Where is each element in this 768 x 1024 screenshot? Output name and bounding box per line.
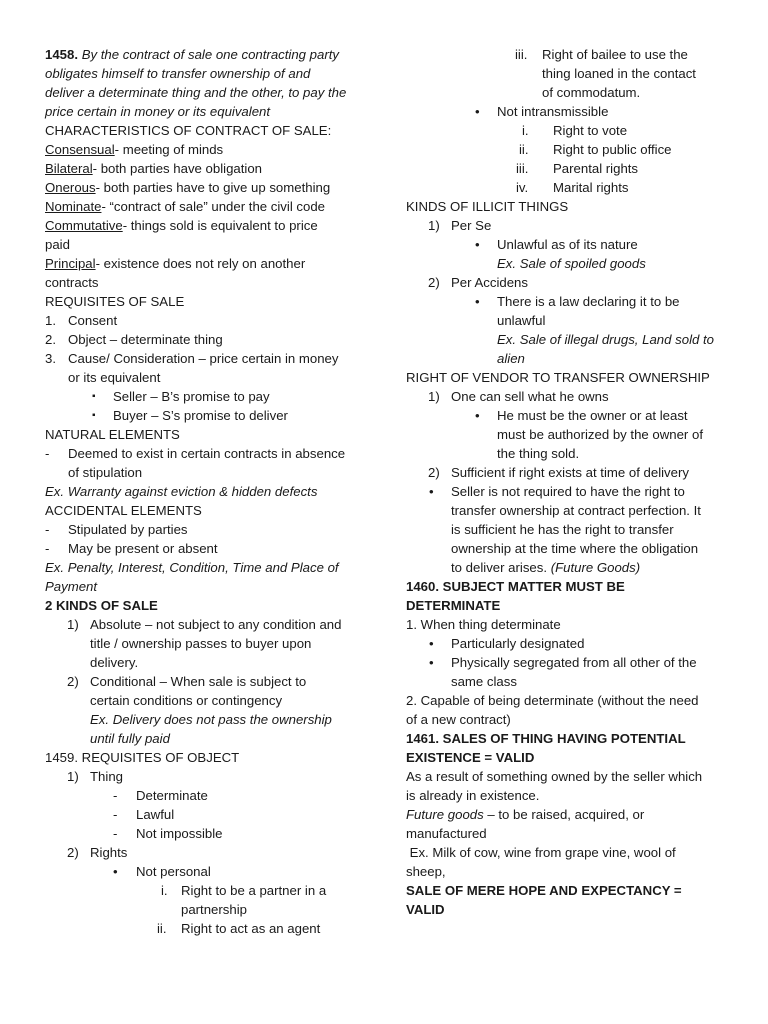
sub-list-item <box>45 786 363 805</box>
list-text: Not intransmissible <box>497 104 609 119</box>
list-text: Parental rights <box>553 161 639 176</box>
list-text-continued: must be authorized by the owner of <box>497 427 703 442</box>
sub-list-item <box>406 102 726 121</box>
dash-marker: - <box>113 807 118 822</box>
list-text: Right to act as an agent <box>181 921 321 936</box>
dash-marker: - <box>45 522 50 537</box>
section-heading: SALE OF MERE HOPE AND EXPECTANCY = <box>406 883 682 898</box>
list-marker: ii. <box>157 921 167 936</box>
definition-continued: contracts <box>45 275 99 290</box>
section-heading: 1460. SUBJECT MATTER MUST BE <box>406 579 625 594</box>
roman-list-item <box>45 881 363 900</box>
list-item <box>45 520 363 539</box>
sub-list-item <box>406 634 726 653</box>
list-item <box>406 216 726 235</box>
definition: – to be raised, acquired, or <box>483 807 645 822</box>
list-text: Right to be a partner in a <box>181 883 327 898</box>
article-1458-line <box>45 45 363 64</box>
section-heading: 1461. SALES OF THING HAVING POTENTIAL <box>406 731 686 746</box>
list-text: Rights <box>90 845 128 860</box>
sub-list-item <box>406 292 726 311</box>
dash-marker: - <box>45 541 50 556</box>
square-bullet-icon: ▪ <box>92 410 96 421</box>
list-text: Object – determinate thing <box>68 332 223 347</box>
bullet-icon: • <box>429 655 434 670</box>
section-heading: ACCIDENTAL ELEMENTS <box>45 503 202 518</box>
definition: - both parties have obligation <box>92 161 263 176</box>
list-text: Lawful <box>136 807 175 822</box>
section-heading: VALID <box>406 902 445 917</box>
section-heading: EXISTENCE = VALID <box>406 750 535 765</box>
list-text-continued: certain conditions or contingency <box>90 693 283 708</box>
list-item <box>45 311 363 330</box>
list-marker: iii. <box>516 161 529 176</box>
section-heading: NATURAL ELEMENTS <box>45 427 180 442</box>
list-item <box>45 349 363 368</box>
list-marker: i. <box>161 883 168 898</box>
paragraph-line: As a result of something owned by the seller which <box>406 769 703 784</box>
roman-list-item <box>406 159 726 178</box>
bullet-icon: • <box>429 636 434 651</box>
example-text: alien <box>497 351 525 366</box>
sub-list-item <box>406 406 726 425</box>
list-text: Right to public office <box>553 142 672 157</box>
right-column <box>406 45 726 919</box>
bullet-icon: • <box>475 294 480 309</box>
characteristic-item <box>45 254 363 273</box>
section-heading <box>45 596 363 615</box>
list-text-continued: of stipulation <box>68 465 143 480</box>
list-text-continued: ownership at the time where the obligation <box>451 541 699 556</box>
list-text: Thing <box>90 769 123 784</box>
list-text: Absolute – not subject to any condition and <box>90 617 342 632</box>
article-text: price certain in money or its equivalent <box>45 104 271 119</box>
list-marker: 2. <box>45 332 56 347</box>
bullet-icon: • <box>113 864 118 879</box>
list-text-continued: delivery. <box>90 655 139 670</box>
list-marker: 3. <box>45 351 56 366</box>
list-text: May be present or absent <box>68 541 218 556</box>
list-marker: ii. <box>519 142 529 157</box>
parenthetical: (Future Goods) <box>550 560 641 575</box>
definition: - “contract of sale” under the civil code <box>101 199 326 214</box>
roman-list-item <box>45 919 363 938</box>
defined-term: Future goods <box>406 807 484 822</box>
list-text: Seller – B’s promise to pay <box>113 389 270 404</box>
list-text: Buyer – S’s promise to deliver <box>113 408 288 423</box>
list-text: Conditional – When sale is subject to <box>90 674 307 689</box>
list-text: Consent <box>68 313 118 328</box>
characteristic-item <box>45 216 363 235</box>
list-text: Unlawful as of its nature <box>497 237 638 252</box>
sub-list-item <box>45 406 363 425</box>
list-text: Not impossible <box>136 826 223 841</box>
term: Bilateral <box>45 161 93 176</box>
section-heading: REQUISITES OF SALE <box>45 294 185 309</box>
bullet-icon: • <box>475 408 480 423</box>
section-heading: CHARACTERISTICS OF CONTRACT OF SALE: <box>45 123 332 138</box>
list-marker: iv. <box>516 180 529 195</box>
list-item <box>45 444 363 463</box>
list-marker: iii. <box>515 47 528 62</box>
list-text: Per Accidens <box>451 275 528 290</box>
list-marker: 1) <box>67 617 79 632</box>
article-number: 1458. <box>45 47 79 62</box>
definition: - things sold is equivalent to price <box>122 218 318 233</box>
left-column <box>45 45 363 938</box>
bullet-icon: • <box>475 104 480 119</box>
list-text-continued: unlawful <box>497 313 546 328</box>
dash-marker: - <box>113 826 118 841</box>
list-text: Right to vote <box>553 123 628 138</box>
list-text-continued: title / ownership passes to buyer upon <box>90 636 312 651</box>
section-heading: RIGHT OF VENDOR TO TRANSFER OWNERSHIP <box>406 370 710 385</box>
list-text-continued <box>406 558 726 577</box>
list-text: to deliver arises. <box>451 560 548 575</box>
example-text: Ex. Milk of cow, wine from grape vine, wool of <box>406 845 676 860</box>
list-text: One can sell what he owns <box>451 389 609 404</box>
list-text: Particularly designated <box>451 636 585 651</box>
list-marker: 1) <box>67 769 79 784</box>
paragraph-line <box>406 805 726 824</box>
list-item <box>45 615 363 634</box>
term: Principal <box>45 256 96 271</box>
roman-list-item <box>406 178 726 197</box>
list-item <box>406 387 726 406</box>
roman-list-item <box>406 121 726 140</box>
list-item <box>406 482 726 501</box>
roman-list-item <box>406 140 726 159</box>
list-text: Sufficient if right exists at time of delivery <box>451 465 689 480</box>
sub-list-item <box>45 805 363 824</box>
example-text: Ex. Sale of illegal drugs, Land sold to <box>497 332 714 347</box>
example-text: until fully paid <box>90 731 170 746</box>
list-text: Deemed to exist in certain contracts in absence <box>68 446 346 461</box>
article-text: By the contract of sale one contracting party <box>81 47 339 62</box>
characteristic-item <box>45 197 363 216</box>
example-text: Ex. Penalty, Interest, Condition, Time and Place of <box>45 560 339 575</box>
list-text-continued: is sufficient he has the right to transfer <box>451 522 674 537</box>
list-item <box>406 273 726 292</box>
list-text-continued: of commodatum. <box>542 85 641 100</box>
example-text: Ex. Delivery does not pass the ownership <box>90 712 332 727</box>
characteristic-item <box>45 140 363 159</box>
list-text: Per Se <box>451 218 492 233</box>
list-marker: 1) <box>428 389 440 404</box>
heading-text: 2 KINDS OF SALE <box>45 598 158 613</box>
term: Commutative <box>45 218 123 233</box>
list-text: Right of bailee to use the <box>542 47 688 62</box>
dash-marker: - <box>113 788 118 803</box>
list-item <box>45 843 363 862</box>
list-text: Determinate <box>136 788 208 803</box>
definition: - both parties have to give up something <box>95 180 331 195</box>
example-text: Ex. Sale of spoiled goods <box>497 256 646 271</box>
sub-list-item <box>45 824 363 843</box>
list-text-continued: the thing sold. <box>497 446 580 461</box>
list-text-continued: same class <box>451 674 517 689</box>
bullet-icon: • <box>429 484 434 499</box>
numbered-item: 2. Capable of being determinate (without the need <box>406 693 699 708</box>
list-marker: i. <box>522 123 529 138</box>
definition-continued: paid <box>45 237 70 252</box>
list-text: Physically segregated from all other of the <box>451 655 697 670</box>
sub-list-item <box>406 653 726 672</box>
list-text-continued: or its equivalent <box>68 370 161 385</box>
list-text: He must be the owner or at least <box>497 408 688 423</box>
sub-list-item <box>45 862 363 881</box>
list-item <box>45 539 363 558</box>
article-text: obligates himself to transfer ownership of and <box>45 66 311 81</box>
list-marker: 2) <box>67 845 79 860</box>
characteristic-item <box>45 178 363 197</box>
term: Consensual <box>45 142 115 157</box>
list-item <box>45 330 363 349</box>
section-heading: 1459. REQUISITES OF OBJECT <box>45 750 240 765</box>
list-item <box>45 767 363 786</box>
list-marker: 2) <box>67 674 79 689</box>
sub-list-item <box>45 387 363 406</box>
square-bullet-icon: ▪ <box>92 391 96 402</box>
list-text: Stipulated by parties <box>68 522 188 537</box>
bullet-icon: • <box>475 237 480 252</box>
list-item <box>45 672 363 691</box>
list-marker: 2) <box>428 465 440 480</box>
list-item <box>406 463 726 482</box>
definition: - existence does not rely on another <box>95 256 306 271</box>
article-text: deliver a determinate thing and the other, to pay the <box>45 85 347 100</box>
example-text: sheep, <box>406 864 446 879</box>
paragraph-line: is already in existence. <box>406 788 540 803</box>
paragraph-line: manufactured <box>406 826 487 841</box>
characteristic-item <box>45 159 363 178</box>
term: Nominate <box>45 199 102 214</box>
list-text: Marital rights <box>553 180 629 195</box>
section-heading: KINDS OF ILLICIT THINGS <box>406 199 569 214</box>
numbered-item-continued: of a new contract) <box>406 712 511 727</box>
term: Onerous <box>45 180 96 195</box>
list-marker: 2) <box>428 275 440 290</box>
list-marker: 1) <box>428 218 440 233</box>
example-text: Ex. Warranty against eviction & hidden defects <box>45 484 318 499</box>
list-text-continued: partnership <box>181 902 247 917</box>
definition: - meeting of minds <box>114 142 224 157</box>
numbered-item: 1. When thing determinate <box>406 617 561 632</box>
list-text: There is a law declaring it to be <box>497 294 680 309</box>
list-text: Cause/ Consideration – price certain in money <box>68 351 339 366</box>
list-text-continued: transfer ownership at contract perfection. It <box>451 503 701 518</box>
dash-marker: - <box>45 446 50 461</box>
list-text-continued: thing loaned in the contact <box>542 66 696 81</box>
list-text: Not personal <box>136 864 211 879</box>
roman-list-item <box>406 45 726 64</box>
example-text: Payment <box>45 579 98 594</box>
list-marker: 1. <box>45 313 56 328</box>
section-heading: DETERMINATE <box>406 598 501 613</box>
list-text: Seller is not required to have the right to <box>451 484 685 499</box>
sub-list-item <box>406 235 726 254</box>
